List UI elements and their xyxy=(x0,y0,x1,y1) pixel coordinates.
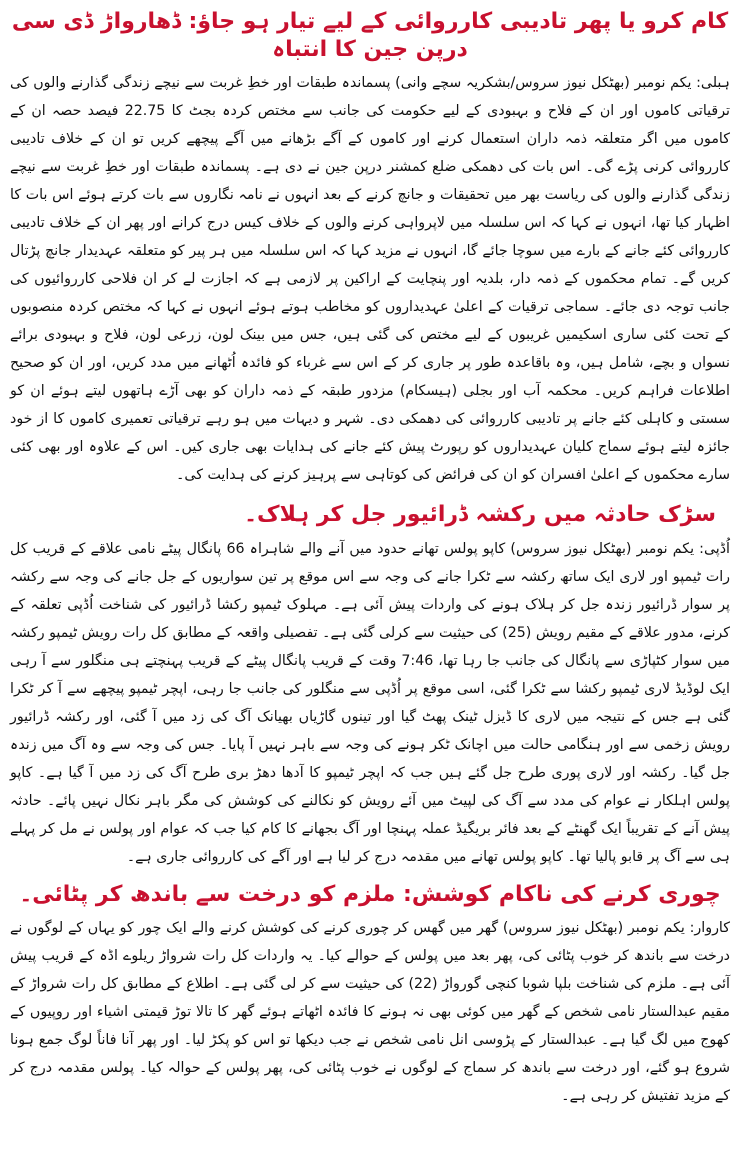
article-3-headline: چوری کرنے کی ناکام کوشش: ملزم کو درخت سے باندھ کر پٹائی۔ xyxy=(19,881,721,907)
article-3-body: کاروار: یکم نومبر (بھٹکل نیوز سروس) گھر میں گھس کر چوری کرنے کی کوشش کرنے والے ایک چور کو یہاں کے لوگوں نے درخت سے باندھ کر خوب پٹائی کی، پھر بعد میں پولس کے حوالے کیا۔ یہ واردات کل رات شرواڑ ریلوے اڈہ کے قریب پیش آئی ہے۔ ملزم کی شناخت بلپا شوبا کنچی گورواڑ (22) کی حیثیت سے کر لی گئی ہے۔ اطلاع کے مطابق کل رات شرواڑ کے مقیم عبدالستار نامی شخص کے گھر میں کوئی بھی نہ ہونے کا فائدہ اٹھاتے ہوئے گھر کا تالا توڑ قیمتی اشیاء اور روپیوں کے کھوج میں لگ گیا ہے۔ عبدالستار کے پڑوسی انل نامی شخص نے جب دیکھا تو اس کو پکڑ لیا۔ اور پھر آنا فاناً لوگ جمع ہونا شروع ہو گئے، اور درخت سے باندھ کر سماج کے لوگوں نے خوب پٹائی کی، پھر پولس کے حوالہ کیا۔ پولس مقدمہ درج کر کے مزید تفتیش کر رہی ہے۔ xyxy=(10,920,730,1104)
article-1 xyxy=(10,6,730,489)
article-1-headline: کام کرو یا پھر تادیبی کارروائی کے لیے تیار ہو جاؤ: ڈھارواڑ ڈی سی درپن جین کا انتباہ xyxy=(11,9,729,62)
article-2-body: اُڈپی: یکم نومبر (بھٹکل نیوز سروس) کاپو پولس تھانے حدود میں آنے والے شاہراہ 66 پانگال پیٹے نامی علاقے کے قریب کل رات ٹیمپو اور لاری ایک ساتھ رکشہ سے ٹکرا جانے کی وجہ سے اس موقع پر تین سواریوں کے جل جانے کی وجہ سے رکشہ پر سوار ڈرائیور زندہ جل کر ہلاک ہونے کی واردات پیش آئی ہے۔ مہلوک ٹیمپو رکشا ڈرائیور کی شناخت اُڈپی تعلقہ کے کرنے، مدور علاقے کے مقیم رویش (25) کی حیثیت سے کرلی گئی ہے۔ تفصیلی واقعہ کے مطابق کل رات رویش ٹیمپو رکشہ میں سوار کٹپاڑی سے پانگال کی جانب جا رہا تھا، 7:46 وقت کے قریب پانگال پیٹے کے قریب پہنچتے ہی منگلور سے آ رہی ایک لوڈیڈ لاری ٹیمپو رکشا سے ٹکرا گئی، اسی موقع پر اُڈپی سے منگلور کی جانب جا رہی، اپچر ٹیمپو پیچھے سے آ کر ٹکرا گئی ہے جس کے نتیجہ میں لاری کا ڈیزل ٹینک پھٹ گیا اور تینوں گاڑیاں بھیانک آگ کی زد میں آ گئی، اور رکشہ ڈرائیور رویش زخمی سے اور ہنگامی حالت میں اچانک ٹکر ہونے کی وجہ سے باہر نہیں آ پایا۔ جس کی وجہ سے وہ آگ میں زندہ جل گیا۔ رکشہ اور لاری پوری طرح جل گئے ہیں جب کہ اپچر ٹیمپو کا آدھا دھڑ بری طرح آگ کی زد میں آ گیا ہے۔ کاپو پولس اہلکار نے عوام کی مدد سے آگ کی لپیٹ میں آئے رویش کو نکالنے کی کوشش کی مگر باہر نکال نہیں پائے۔ حادثہ پیش آنے کے تقریباً ایک گھنٹے کے بعد فائر بریگیڈ عملہ پہنچا اور آگ بجھانے کا کام کیا جب کہ عوام اور پولس نے مل کر پہلے ہی سے آگ پر قابو پالیا تھا۔ کاپو پولس تھانے میں مقدمہ درج کر لیا ہے اور آگے کی کارروائی جاری ہے۔ xyxy=(10,540,730,865)
article-3 xyxy=(10,873,730,1111)
article-1-body: ہبلی: یکم نومبر (بھٹکل نیوز سروس/بشکریہ سچے وانی) پسماندہ طبقات اور خطِ غربت سے نیچے زندگی گذارنے والوں کی ترقیاتی کاموں اور ان کے فلاح و بہبودی کے لیے حکومت کی جانب سے مختص کردہ بجٹ کا 22.75 فیصد حصہ ان کے کاموں میں اگر متعلقہ ذمہ داران استعمال کرنے اور کاموں کے آگے بڑھانے میں آگے پیچھے کریں تو ان کے خلاف تادیبی کارروائی کرنی پڑے گی۔ اس بات کی دھمکی ضلع کمشنر درپن جین نے دی ہے۔ پسماندہ طبقات اور خطِ غربت سے نیچے زندگی گذارنے والوں کی ریاست بھر میں تحقیقات و جانچ کرنے کے بعد انہوں نے نامہ نگاروں سے بات کرتے ہوئے اس بات کا اظہار کیا تھا، انہوں نے کہا کہ اس سلسلہ میں لاپرواہی کرنے والوں کے خلاف کیس درج کرانے اور پھر ان کے خلاف تادیبی کارروائی کئے جانے کے بارے میں سوچا جائے گا، انہوں نے مزید کہا کہ اس سلسلہ میں ہر پیر کو متعلقہ عہدیدار جانچ پڑتال کریں گے۔ تمام محکموں کے ذمہ دار، بلدیہ اور پنچایت کے اراکین پر لازمی ہے کہ اجازت لے کر ان فلاحی کارروائیوں کی جانب توجہ دی جائے۔ سماجی ترقیات کے اعلیٰ عہدیداروں کو مخاطب ہوتے ہوئے انہوں نے کہا کہ مختص کردہ منصوبوں کے تحت کئی ساری اسکیمیں غریبوں کے لیے مختص کی گئی ہیں، جس میں بینک لون، زرعی لون، فلاح و بہبودی برائے نسواں و بچے، شامل ہیں، وہ باقاعدہ طور پر جاری کر کے اس سے غرباء کو فائدہ اُٹھانے میں مدد کریں، اور ان کو صحیح اطلاعات فراہم کریں۔ محکمہ آب اور بجلی (ہیسکام) مزدور طبقہ کے ذمہ داران کو بھی آڑے ہاتھوں لیتے ہوئے ان کو سستی و کاہلی کئے جانے پر تادیبی کارروائی کی دھمکی دی۔ شہر و دیہات میں ہو رہے ترقیاتی تعمیری کاموں کا از خود جائزہ لیتے ہوئے سماج کلیان عہدیداروں کو رپورٹ پیش کئے جانے کی ہدایات بھی جاری کیں۔ اس کے علاوہ اور بھی کئی سارے محکموں کے اعلیٰ افسران کو ان کی فرائض کی کوتاہی سے پرہیز کرنے کی ہدایت کی۔ xyxy=(10,75,730,483)
article-2 xyxy=(10,491,730,871)
article-2-headline: سڑک حادثہ میں رکشہ ڈرائیور جل کر ہلاک۔ xyxy=(244,502,716,527)
